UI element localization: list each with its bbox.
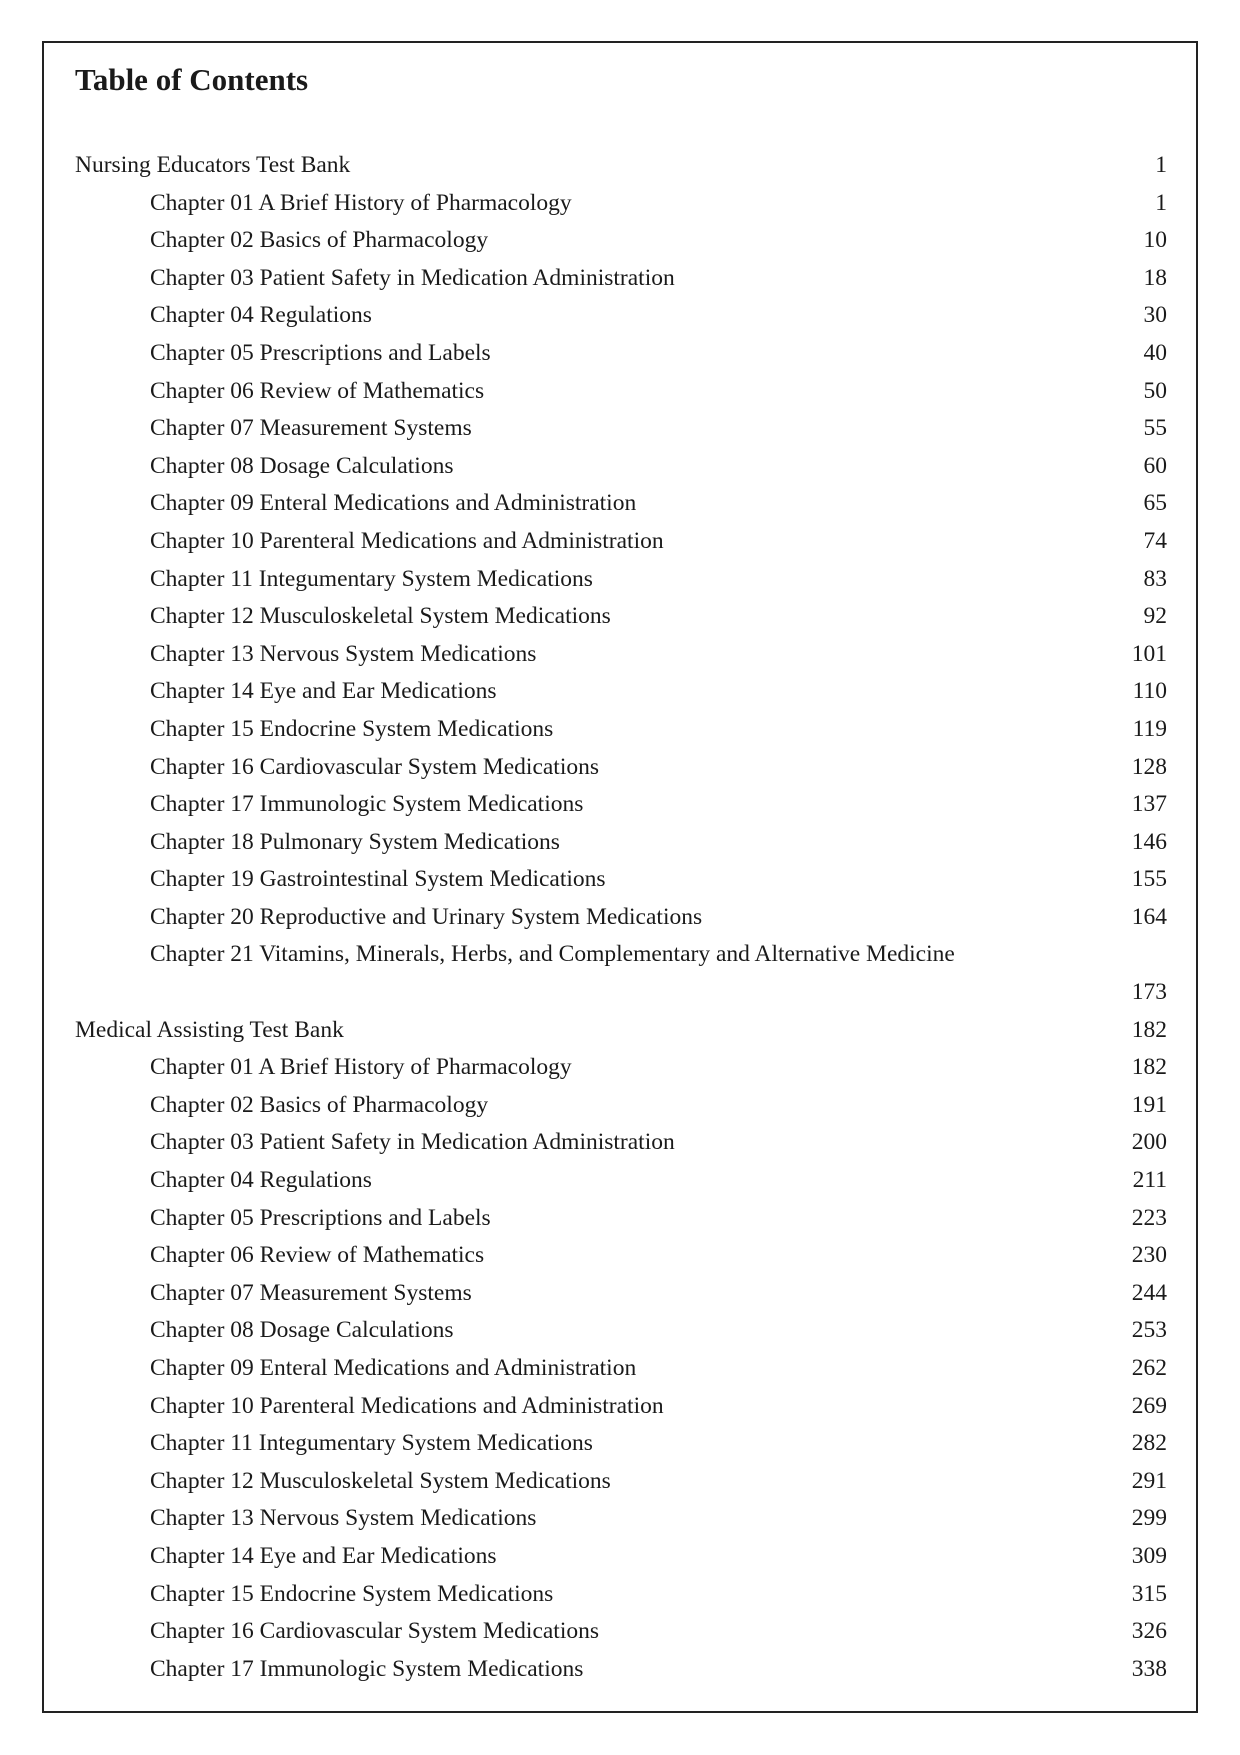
toc-section-entry[interactable] (75, 1012, 1167, 1050)
toc-chapter-title: Chapter 17 Immunologic System Medications (150, 1655, 584, 1682)
toc-chapter-title: Chapter 04 Regulations (150, 1167, 372, 1194)
toc-chapter-title: Chapter 18 Pulmonary System Medications (150, 828, 560, 855)
toc-page-number: 282 (1131, 1430, 1167, 1457)
toc-chapter-title: Chapter 20 Reproductive and Urinary System Medications (150, 903, 703, 930)
toc-chapter-entry[interactable] (75, 1200, 1167, 1238)
toc-chapter-title: Chapter 11 Integumentary System Medications (150, 1430, 593, 1457)
toc-chapter-entry[interactable] (75, 786, 1167, 824)
toc-page-number: 137 (1131, 791, 1167, 818)
toc-page-number: 50 (1143, 377, 1167, 404)
toc-chapter-entry[interactable] (75, 1312, 1167, 1350)
toc-page-number: 173 (1131, 979, 1167, 1006)
toc-chapter-title: Chapter 09 Enteral Medications and Administration (150, 490, 637, 517)
toc-page-number: 146 (1131, 828, 1167, 855)
toc-page-number: 230 (1131, 1242, 1167, 1269)
toc-chapter-title: Chapter 11 Integumentary System Medications (150, 565, 593, 592)
toc-page-number: 223 (1131, 1204, 1167, 1231)
toc-chapter-title: Chapter 01 A Brief History of Pharmacology (150, 189, 572, 216)
toc-chapter-entry[interactable] (75, 936, 1167, 1011)
toc-chapter-entry[interactable] (75, 335, 1167, 373)
toc-chapter-title: Chapter 03 Patient Safety in Medication Administration (150, 1129, 675, 1156)
toc-page-number: 10 (1143, 227, 1167, 254)
toc-section-title: Nursing Educators Test Bank (75, 152, 351, 178)
toc-chapter-title: Chapter 15 Endocrine System Medications (150, 715, 554, 742)
toc-chapter-entry[interactable] (75, 1350, 1167, 1388)
toc-page-number: 101 (1131, 640, 1167, 667)
toc-chapter-entry[interactable] (75, 636, 1167, 674)
toc-chapter-title: Chapter 03 Patient Safety in Medication Administration (150, 264, 675, 291)
toc-chapter-entry[interactable] (75, 861, 1167, 899)
toc-page-number: 65 (1143, 490, 1167, 517)
toc-chapter-entry[interactable] (75, 1388, 1167, 1426)
toc-page-number: 164 (1131, 903, 1167, 930)
toc-chapter-entry[interactable] (75, 1275, 1167, 1313)
toc-chapter-entry[interactable] (75, 1237, 1167, 1275)
toc-page-number: 40 (1143, 339, 1167, 366)
toc-chapter-title: Chapter 04 Regulations (150, 302, 372, 329)
toc-page-number: 1 (1155, 152, 1167, 178)
toc-page-number: 119 (1132, 715, 1167, 742)
toc-chapter-title: Chapter 15 Endocrine System Medications (150, 1580, 554, 1607)
toc-page-number: 326 (1131, 1618, 1167, 1645)
toc-page-number: 315 (1131, 1580, 1167, 1607)
toc-chapter-title: Chapter 08 Dosage Calculations (150, 1317, 454, 1344)
toc-page-number: 269 (1131, 1392, 1167, 1419)
toc-page-number: 200 (1131, 1129, 1167, 1156)
toc-chapter-entry[interactable] (75, 1049, 1167, 1087)
toc-chapter-title: Chapter 07 Measurement Systems (150, 1279, 472, 1306)
toc-page-number: 128 (1131, 753, 1167, 780)
toc-chapter-entry[interactable] (75, 1500, 1167, 1538)
toc-chapter-title: Chapter 05 Prescriptions and Labels (150, 339, 491, 366)
toc-page-number: 182 (1131, 1016, 1167, 1043)
toc-page-number: 1 (1155, 189, 1167, 216)
toc-chapter-entry[interactable] (75, 1087, 1167, 1125)
toc-chapter-entry[interactable] (75, 1576, 1167, 1614)
toc-chapter-title: Chapter 13 Nervous System Medications (150, 1505, 537, 1532)
toc-chapter-entry[interactable] (75, 899, 1167, 937)
toc-page-number: 291 (1131, 1467, 1167, 1494)
toc-chapter-title: Chapter 05 Prescriptions and Labels (150, 1204, 491, 1231)
toc-chapter-entry[interactable] (75, 1463, 1167, 1501)
toc-page-number: 309 (1131, 1542, 1167, 1569)
toc-chapter-entry[interactable] (75, 1425, 1167, 1463)
toc-chapter-entry[interactable] (75, 297, 1167, 335)
toc-chapter-title: Chapter 13 Nervous System Medications (150, 640, 537, 667)
toc-chapter-title: Chapter 06 Review of Mathematics (150, 1242, 485, 1269)
toc-page-number: 262 (1131, 1355, 1167, 1381)
toc-chapter-entry[interactable] (75, 373, 1167, 411)
toc-chapter-entry[interactable] (75, 598, 1167, 636)
toc-chapter-title: Chapter 16 Cardiovascular System Medications (150, 753, 600, 780)
toc-chapter-title: Chapter 16 Cardiovascular System Medications (150, 1618, 600, 1645)
toc-page-number: 299 (1131, 1505, 1167, 1532)
toc-chapter-title: Chapter 21 Vitamins, Minerals, Herbs, and Complementary and Alternative Medicine (150, 941, 955, 968)
toc-section-title: Medical Assisting Test Bank (75, 1016, 344, 1043)
toc-page-number: 191 (1131, 1091, 1167, 1118)
toc-chapter-entry[interactable] (75, 523, 1167, 561)
toc-chapter-title: Chapter 14 Eye and Ear Medications (150, 678, 497, 705)
toc-chapter-entry[interactable] (75, 1162, 1167, 1200)
toc-list (75, 147, 1167, 1688)
toc-chapter-title: Chapter 01 A Brief History of Pharmacology (150, 1054, 572, 1081)
toc-chapter-entry[interactable] (75, 1613, 1167, 1651)
toc-page-number: 211 (1132, 1167, 1167, 1194)
toc-chapter-entry[interactable] (75, 1124, 1167, 1162)
toc-chapter-title: Chapter 08 Dosage Calculations (150, 452, 454, 479)
toc-chapter-entry[interactable] (75, 410, 1167, 448)
toc-page-number: 182 (1131, 1054, 1167, 1081)
toc-chapter-entry[interactable] (75, 448, 1167, 486)
toc-chapter-title: Chapter 12 Musculoskeletal System Medications (150, 1467, 611, 1494)
toc-page-number: 18 (1143, 264, 1167, 291)
toc-chapter-entry[interactable] (75, 185, 1167, 223)
toc-page-number: 74 (1143, 527, 1167, 554)
toc-chapter-entry[interactable] (75, 485, 1167, 523)
toc-page-number: 30 (1143, 302, 1167, 329)
toc-chapter-entry[interactable] (75, 260, 1167, 298)
toc-page-number: 244 (1131, 1279, 1167, 1306)
toc-chapter-entry[interactable] (75, 711, 1167, 749)
toc-page-number: 110 (1132, 678, 1167, 705)
toc-chapter-title: Chapter 07 Measurement Systems (150, 415, 472, 442)
toc-chapter-entry[interactable] (75, 1651, 1167, 1689)
toc-page-number: 83 (1143, 565, 1167, 592)
toc-chapter-title: Chapter 02 Basics of Pharmacology (150, 227, 489, 254)
toc-section-entry[interactable] (75, 147, 1167, 185)
toc-chapter-title: Chapter 09 Enteral Medications and Administration (150, 1355, 637, 1381)
toc-chapter-entry[interactable] (75, 222, 1167, 260)
toc-page-number: 338 (1131, 1655, 1167, 1682)
toc-chapter-title: Chapter 10 Parenteral Medications and Administration (150, 527, 664, 554)
toc-page-number: 60 (1143, 452, 1167, 479)
toc-chapter-title: Chapter 17 Immunologic System Medications (150, 791, 584, 818)
toc-chapter-entry[interactable] (75, 1538, 1167, 1576)
toc-chapter-title: Chapter 06 Review of Mathematics (150, 377, 485, 404)
toc-chapter-title: Chapter 19 Gastrointestinal System Medications (150, 866, 606, 893)
toc-chapter-entry[interactable] (75, 673, 1167, 711)
toc-page-number: 55 (1143, 415, 1167, 442)
toc-page-number: 155 (1131, 866, 1167, 893)
toc-chapter-title: Chapter 10 Parenteral Medications and Administration (150, 1392, 664, 1419)
toc-chapter-entry[interactable] (75, 749, 1167, 787)
toc-chapter-title: Chapter 12 Musculoskeletal System Medications (150, 603, 611, 630)
toc-chapter-entry[interactable] (75, 561, 1167, 599)
toc-page-number: 253 (1131, 1317, 1167, 1344)
toc-page-number: 92 (1143, 603, 1167, 630)
toc-chapter-title: Chapter 14 Eye and Ear Medications (150, 1542, 497, 1569)
toc-chapter-title: Chapter 02 Basics of Pharmacology (150, 1091, 489, 1118)
page-title: Table of Contents (75, 62, 309, 97)
toc-chapter-entry[interactable] (75, 824, 1167, 862)
